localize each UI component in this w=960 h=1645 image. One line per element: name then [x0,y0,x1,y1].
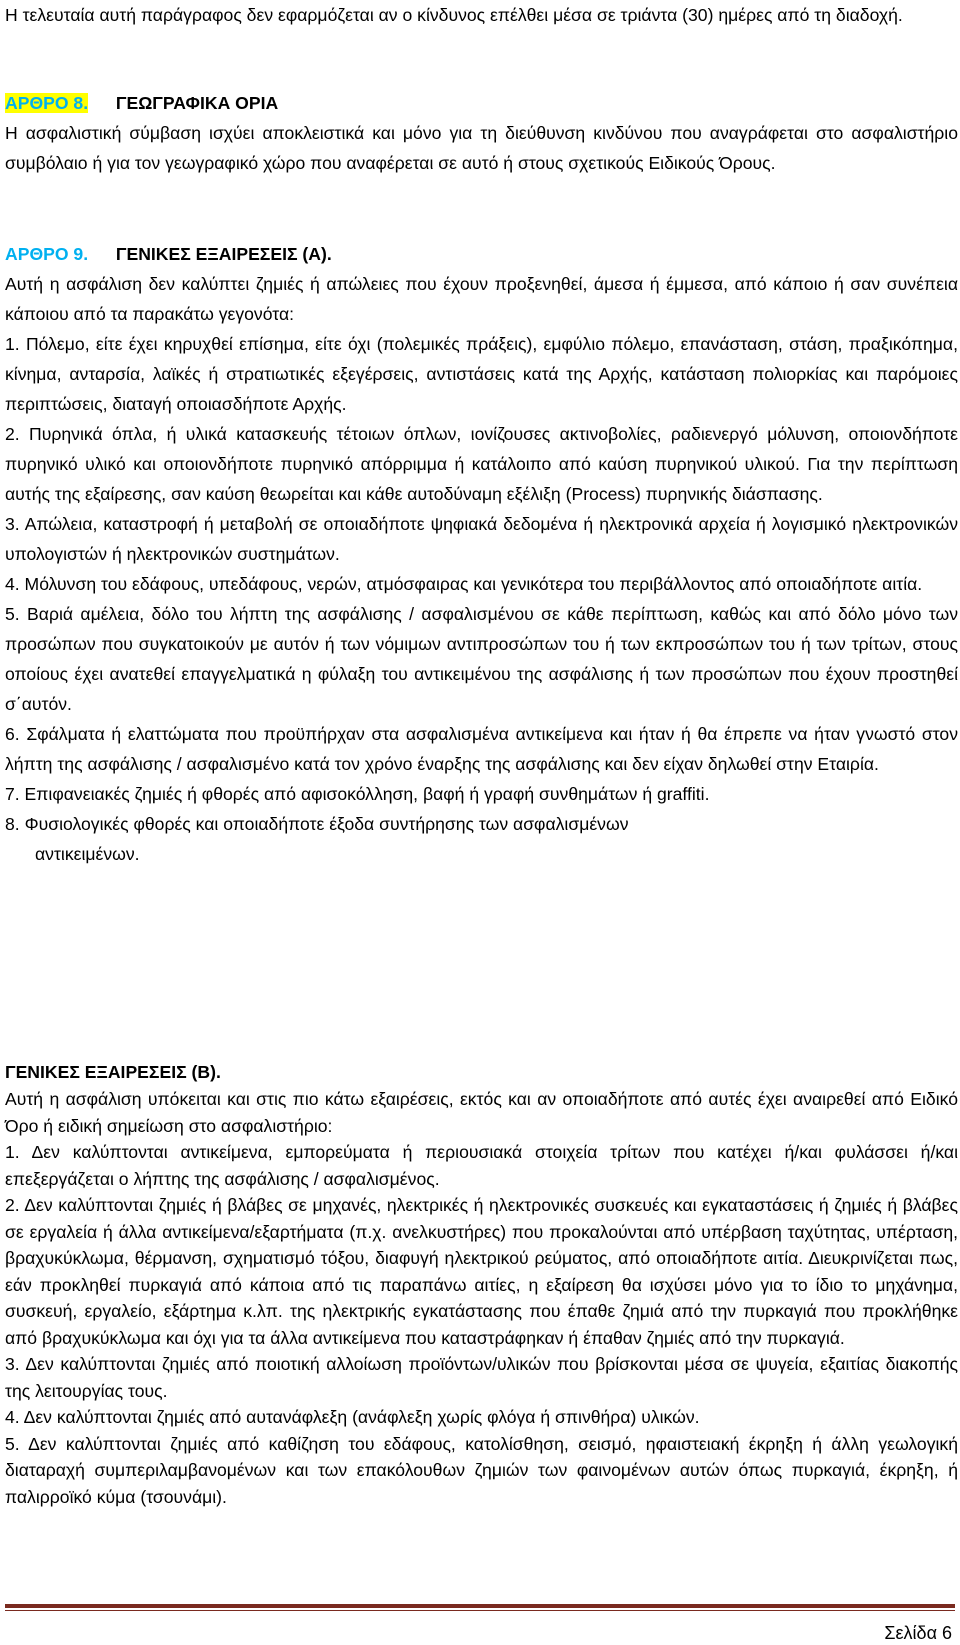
exclusions-b-title: ΓΕΝΙΚΕΣ ΕΞΑΙΡΕΣΕΙΣ (Β). [5,1062,221,1082]
article-9-intro: Αυτή η ασφάλιση δεν καλύπτει ζημιές ή απώλειες που έχουν προξενηθεί, άμεσα ή έμμεσα, από κάποιο ή σαν συνέπεια κάποιου από τα παρακάτω γεγονότα: [5,274,958,324]
list-item: 3. Δεν καλύπτονται ζημιές από ποιοτική αλλοίωση προϊόντων/υλικών που βρίσκονται μέσα σε ψυγεία, εξαιτίας διακοπής της λειτουργίας τους. [5,1354,958,1401]
article-8-heading [5,88,958,118]
list-item: 1. Δεν καλύπτονται αντικείμενα, εμπορεύματα ή περιουσιακά στοιχεία τρίτων που κατέχει ή/και φυλάσσει ή/και επεξεργάζεται ο λήπτης της ασφάλισης / ασφαλισμένος. [5,1142,958,1189]
list-item: 5. Βαριά αμέλεια, δόλο του λήπτη της ασφάλισης / ασφαλισμένου σε κάθε περίπτωση, καθώς και από δόλο μόνο των προσώπων που συγκατοικούν με αυτόν ή των νόμιμων αντιπροσώπων του ή των εκπροσώπων του ή των τρίτων, στους οποίους έχει ανατεθεί επαγγελματικά η φύλαξη του αντικειμένου της ασφάλισης ή των προσώπων που έχουν προστηθεί σ΄αυτόν. [5,604,958,714]
list-item: 1. Πόλεμο, είτε έχει κηρυχθεί επίσημα, είτε όχι (πολεμικές πράξεις), εμφύλιο πόλεμο, επανάσταση, στάση, πραξικόπημα, κίνημα, ανταρσία, λαϊκές ή στρατιωτικές εξεγέρσεις, αντιστάσεις κατά της Αρχής, κατάσταση πολιορκίας και παρόμοιες περιπτώσεις, διαταγή οποιασδήποτε Αρχής. [5,334,958,414]
list-item: 2. Πυρηνικά όπλα, ή υλικά κατασκευής τέτοιων όπλων, ιονίζουσες ακτινοβολίες, ραδιενεργό μόλυνση, οποιονδήποτε πυρηνικό υλικό και οποιονδήποτε πυρηνικό απόρριμμα ή κατάλοιπο από καύση πυρηνικού υλικού. Για την περίπτωση αυτής της εξαίρεσης, σαν καύση θεωρείται και κάθε αυτοδύναμη εξέλιξη (Process) πυρηνικής διάσπασης. [5,424,958,504]
list-item-continuation: αντικειμένων. [35,844,140,864]
list-item-text: Φυσιολογικές φθορές και οποιαδήποτε έξοδα συντήρησης των ασφαλισμένων [24,814,629,834]
page-number: Σελίδα 6 [884,1623,952,1643]
article-9-heading [5,239,958,269]
footer-rule-thick [5,1604,955,1608]
list-item-number: 8. [5,814,20,834]
article-8 [5,88,958,178]
exclusions-b-intro: Αυτή η ασφάλιση υπόκειται και στις πιο κάτω εξαιρέσεις, εκτός και αν οποιαδήποτε από αυτές έχει αναιρεθεί από Ειδικό Όρο ή ειδική σημείωση στο ασφαλιστήριο: [5,1089,958,1136]
footer-divider [5,1604,955,1611]
article-8-text: Η ασφαλιστική σύμβαση ισχύει αποκλειστικά και μόνο για τη διεύθυνση κινδύνου που αναγράφεται στο ασφαλιστήριο συμβόλαιο ή για τον γεωγραφικό χώρο που αναφέρεται σε αυτό ή στους σχετικούς Ειδικούς Όρους. [5,123,958,173]
intro-paragraph [5,0,958,30]
article-9 [5,239,958,869]
article-9-title: ΓΕΝΙΚΕΣ ΕΞΑΙΡΕΣΕΙΣ (Α). [115,244,332,264]
list-item: 3. Απώλεια, καταστροφή ή μεταβολή σε οποιαδήποτε ψηφιακά δεδομένα ή ηλεκτρονικά αρχεία ή λογισμικό ηλεκτρονικών υπολογιστών ή ηλεκτρονικών συστημάτων. [5,514,958,564]
list-item: 6. Σφάλματα ή ελαττώματα που προϋπήρχαν στα ασφαλισμένα αντικείμενα και ήταν ή θα έπρεπε να ήταν γνωστό στον λήπτη της ασφάλισης / ασφαλισμένο κατά τον χρόνο έναρξης της ασφάλισης και δεν είχαν δηλωθεί στην Εταιρία. [5,724,958,774]
general-exclusions-b [5,1058,958,1510]
list-item [5,809,958,839]
article-8-title: ΓΕΩΓΡΑΦΙΚΑ ΟΡΙΑ [115,93,279,113]
footer-rule-thin [5,1610,955,1611]
article-8-label: ΑΡΘΡΟ 8. [5,93,89,113]
article-9-label: ΑΡΘΡΟ 9. [5,244,89,264]
list-item: 2. Δεν καλύπτονται ζημιές ή βλάβες σε μηχανές, ηλεκτρικές ή ηλεκτρονικές συσκευές και εγκαταστάσεις ή ζημιές ή βλάβες σε εργαλεία ή άλλα αντικείμενα/εξαρτήματα (π.χ. ανελκυστήρες) που προκαλούνται από υπέρβαση ταχύτητας, υπέρταση, βραχυκύκλωμα, θέρμανση, σχηματισμό τόξου, διαφυγή ηλεκτρικού ρεύματος, από οποιαδήποτε αιτία. Διευκρινίζεται πως, εάν προκληθεί πυρκαγιά από κάποια από τις παραπάνω αιτίες, η εξαίρεση θα ισχύσει μόνο για το ίδιο το μηχάνημα, συσκευή, εργαλείο, εξάρτημα κ.λπ. της ηλεκτρικής εγκατάστασης που έπαθε ζημιά από την πυρκαγιά που προκλήθηκε από βραχυκύκλωμα και όχι για τα άλλα αντικείμενα που καταστράφηκαν ή έπαθαν ζημιές από την πυρκαγιά. [5,1195,958,1348]
list-item: 4. Μόλυνση του εδάφους, υπεδάφους, νερών, ατμόσφαιρας και γενικότερα του περιβάλλοντος από οποιαδήποτε αιτία. [5,574,923,594]
list-item: 4. Δεν καλύπτονται ζημιές από αυτανάφλεξη (ανάφλεξη χωρίς φλόγα ή σπινθήρα) υλικών. [5,1407,700,1427]
list-item: 5. Δεν καλύπτονται ζημιές από καθίζηση του εδάφους, κατολίσθηση, σεισμό, ηφαιστειακή έκρηξη ή άλλη γεωλογική διαταραχή συμπεριλαμβανομένων και των επακόλουθων ζημιών των φαινομένων αυτών όπως πυρκαγιά, έκρηξη, ή παλιρροϊκό κύμα (τσουνάμι). [5,1433,958,1507]
list-item: 7. Επιφανειακές ζημιές ή φθορές από αφισοκόλληση, βαφή ή γραφή συνθημάτων ή graffiti. [5,784,710,804]
intro-text: Η τελευταία αυτή παράγραφος δεν εφαρμόζεται αν ο κίνδυνος επέλθει μέσα σε τριάντα (30) ημέρες από τη διαδοχή. [5,5,903,25]
